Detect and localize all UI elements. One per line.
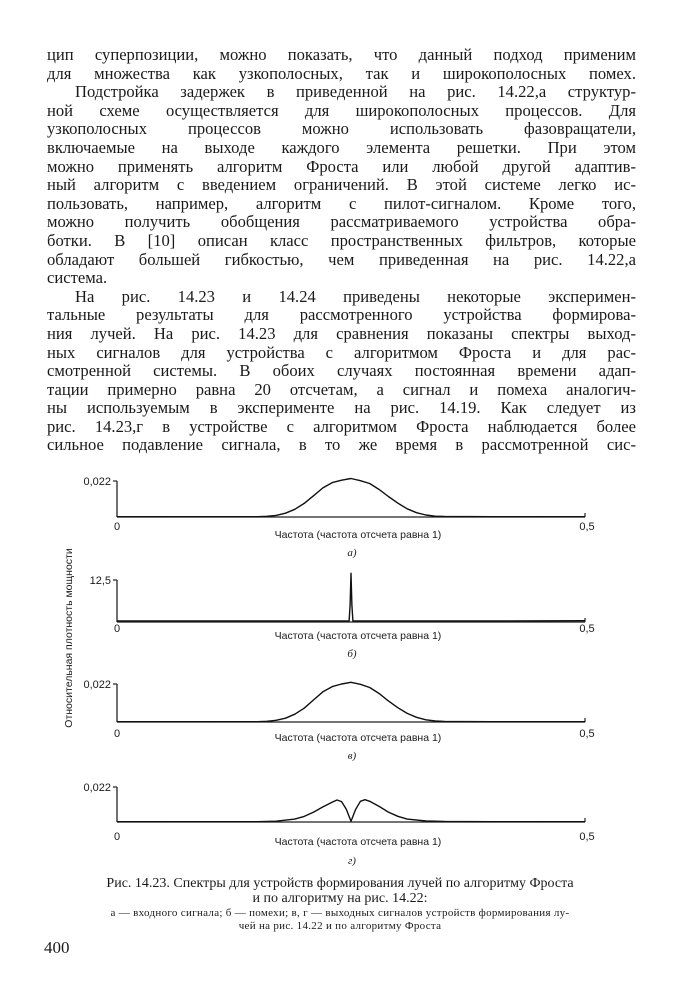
data-point bbox=[538, 721, 539, 722]
data-point bbox=[444, 821, 445, 822]
text-line: пользовать, например, алгоритм с пилот-сигналом. Кроме того, bbox=[47, 193, 636, 213]
data-point bbox=[397, 707, 398, 708]
data-point bbox=[304, 708, 305, 709]
data-point bbox=[352, 620, 353, 621]
data-point bbox=[491, 821, 492, 822]
data-point bbox=[491, 516, 492, 517]
data-point bbox=[407, 713, 408, 714]
x-tick-label: 0,5 bbox=[579, 831, 595, 843]
data-point bbox=[585, 516, 586, 517]
data-point bbox=[285, 513, 286, 514]
data-point bbox=[435, 516, 436, 517]
data-point bbox=[397, 503, 398, 504]
caption-legend-line-2: чей на рис. 14.22 и по алгоритму Фроста bbox=[238, 919, 442, 932]
data-point bbox=[355, 809, 356, 810]
data-point bbox=[336, 800, 337, 801]
text-line: рис. 14.23,г в устройстве с алгоритмом Фроста наблюдается более bbox=[47, 416, 636, 436]
data-point bbox=[379, 693, 380, 694]
data-point bbox=[322, 487, 323, 488]
spectrum-series-line bbox=[117, 682, 585, 721]
data-point bbox=[379, 806, 380, 807]
data-point bbox=[257, 821, 258, 822]
data-point bbox=[117, 821, 118, 822]
data-point bbox=[341, 684, 342, 685]
data-point bbox=[276, 515, 277, 516]
text-line: ных сигналов для устройства с алгоритмом Фроста и для рас- bbox=[47, 342, 636, 362]
data-point bbox=[388, 812, 389, 813]
data-point bbox=[416, 512, 417, 513]
data-point bbox=[369, 801, 370, 802]
panel-label: а) bbox=[347, 547, 357, 559]
data-point bbox=[294, 819, 295, 820]
data-point bbox=[351, 478, 352, 479]
data-point bbox=[491, 620, 492, 621]
text-line: ботки. В [10] описан класс пространственных фильтров, которые bbox=[47, 230, 636, 250]
text-line: тальные результаты для рассмотренного устройства формирова- bbox=[47, 305, 636, 325]
data-point bbox=[388, 700, 389, 701]
text-line: система. bbox=[47, 268, 108, 288]
chart-panel bbox=[83, 782, 594, 867]
data-point bbox=[210, 821, 211, 822]
data-point bbox=[117, 620, 118, 621]
text-line: можно получить обобщения рассматриваемого устройства обра- bbox=[47, 212, 636, 232]
data-point bbox=[341, 480, 342, 481]
data-point bbox=[435, 720, 436, 721]
data-point bbox=[360, 480, 361, 481]
data-point bbox=[117, 721, 118, 722]
y-tick-label: 12,5 bbox=[89, 575, 111, 587]
y-axis-label: Относительная плотность мощности bbox=[63, 548, 75, 728]
figure-caption-legend bbox=[44, 907, 636, 932]
data-point bbox=[425, 515, 426, 516]
text-line: ны используемым в эксперименте на рис. 14.19. Как следует из bbox=[47, 398, 636, 418]
text-line: ный алгоритм с введением ограничений. В этой системе легко ис- bbox=[47, 175, 636, 195]
data-point bbox=[332, 802, 333, 803]
data-point bbox=[346, 809, 347, 810]
panel-label: г) bbox=[348, 855, 356, 867]
text-line: для множества как узкополосных, так и широкополосных помех. bbox=[47, 63, 636, 83]
data-point bbox=[210, 516, 211, 517]
text-line: смотренной системы. В обоих случаях постоянная времени адап- bbox=[47, 361, 636, 381]
text-line: узкополосных процессов можно использовать фазовращатели, bbox=[47, 119, 636, 139]
data-point bbox=[276, 720, 277, 721]
data-point bbox=[163, 821, 164, 822]
data-point bbox=[210, 620, 211, 621]
x-axis-label: Частота (частота отсчета равна 1) bbox=[274, 836, 442, 848]
data-point bbox=[351, 821, 352, 822]
data-point bbox=[407, 819, 408, 820]
data-point bbox=[257, 516, 258, 517]
data-point bbox=[585, 821, 586, 822]
spectrum-series-line bbox=[117, 800, 585, 822]
data-point bbox=[444, 721, 445, 722]
x-tick-label: 0 bbox=[113, 831, 121, 843]
data-point bbox=[304, 620, 305, 621]
x-tick-label: 0,5 bbox=[579, 623, 595, 635]
figure-caption-title bbox=[40, 876, 640, 906]
data-point bbox=[163, 721, 164, 722]
data-point bbox=[351, 573, 352, 574]
data-point bbox=[294, 714, 295, 715]
data-point bbox=[351, 605, 352, 606]
chart-panel bbox=[90, 573, 595, 660]
page-number: 400 bbox=[44, 938, 70, 957]
data-point bbox=[332, 482, 333, 483]
data-point bbox=[341, 801, 342, 802]
data-point bbox=[397, 816, 398, 817]
data-point bbox=[444, 516, 445, 517]
x-axis-label: Частота (частота отсчета равна 1) bbox=[274, 529, 442, 541]
x-tick-label: 0 bbox=[113, 728, 121, 740]
data-point bbox=[360, 801, 361, 802]
data-point bbox=[538, 516, 539, 517]
data-point bbox=[349, 620, 350, 621]
text-line: обладают большей гибкостью, чем приведенная на рис. 14.22,а bbox=[47, 249, 636, 269]
data-point bbox=[379, 489, 380, 490]
caption-title-line-2: и по алгоритму на рис. 14.22: bbox=[252, 891, 428, 906]
panel-label: б) bbox=[347, 648, 357, 660]
data-point bbox=[369, 483, 370, 484]
text-line: сильное подавление сигнала, в то же время в рассмотренной сис- bbox=[47, 435, 636, 455]
data-point bbox=[313, 699, 314, 700]
text-line: Подстройка задержек в приведенной на рис. 14.22,а структур- bbox=[75, 82, 636, 102]
data-point bbox=[322, 691, 323, 692]
data-point bbox=[313, 812, 314, 813]
panel-label: в) bbox=[347, 750, 357, 762]
x-tick-label: 0 bbox=[113, 521, 121, 533]
x-axis-label: Частота (частота отсчета равна 1) bbox=[274, 630, 442, 642]
data-point bbox=[304, 503, 305, 504]
x-tick-label: 0,5 bbox=[579, 728, 595, 740]
data-point bbox=[210, 721, 211, 722]
text-line: На рис. 14.23 и 14.24 приведены некоторые эксперимен- bbox=[75, 286, 636, 306]
spectrum-series-line bbox=[117, 479, 585, 517]
data-point bbox=[257, 721, 258, 722]
data-point bbox=[304, 816, 305, 817]
spectrum-series-line bbox=[117, 573, 585, 621]
data-point bbox=[351, 682, 352, 683]
data-point bbox=[491, 721, 492, 722]
data-point bbox=[285, 718, 286, 719]
data-point bbox=[397, 620, 398, 621]
text-line: ния лучей. На рис. 14.23 для сравнения показаны спектры выход- bbox=[47, 323, 636, 343]
data-point bbox=[313, 495, 314, 496]
data-point bbox=[538, 821, 539, 822]
y-tick-label: 0,022 bbox=[83, 679, 111, 691]
data-point bbox=[350, 605, 351, 606]
text-line: ной схеме осуществляется для широкополосных процессов. Для bbox=[47, 100, 636, 120]
y-tick-label: 0,022 bbox=[83, 476, 111, 488]
data-point bbox=[425, 719, 426, 720]
data-point bbox=[163, 516, 164, 517]
data-point bbox=[276, 821, 277, 822]
x-axis-label: Частота (частота отсчета равна 1) bbox=[274, 732, 442, 744]
data-point bbox=[266, 516, 267, 517]
data-point bbox=[365, 799, 366, 800]
data-point bbox=[416, 717, 417, 718]
data-point bbox=[388, 496, 389, 497]
text-line: тации примерно равна 20 отсчетам, а сигнал и помеха аналогич- bbox=[47, 379, 636, 399]
data-point bbox=[425, 821, 426, 822]
data-point bbox=[266, 721, 267, 722]
chart-panel bbox=[83, 476, 594, 559]
caption-title-line-1: Рис. 14.23. Спектры для устройств формирования лучей по алгоритму Фроста bbox=[106, 876, 574, 891]
text-line: включаемые на выходе каждого элемента решетки. При этом bbox=[47, 137, 636, 157]
data-point bbox=[322, 806, 323, 807]
data-point bbox=[585, 721, 586, 722]
data-point bbox=[294, 509, 295, 510]
text-line: можно применять алгоритм Фроста или любой другой адаптив- bbox=[47, 156, 636, 176]
chart-panel bbox=[83, 679, 594, 762]
data-point bbox=[360, 684, 361, 685]
text-line: цип суперпозиции, можно показать, что данный подход применим bbox=[47, 45, 636, 64]
x-tick-label: 0,5 bbox=[579, 521, 595, 533]
caption-legend-line-1: а — входного сигнала; б — помехи; в, г — выходных сигналов устройств формирования лу- bbox=[110, 907, 570, 919]
y-tick-label: 0,022 bbox=[83, 782, 111, 794]
data-point bbox=[585, 620, 586, 621]
data-point bbox=[332, 686, 333, 687]
x-tick-label: 0 bbox=[113, 623, 121, 635]
data-point bbox=[407, 508, 408, 509]
data-point bbox=[369, 687, 370, 688]
data-point bbox=[117, 516, 118, 517]
